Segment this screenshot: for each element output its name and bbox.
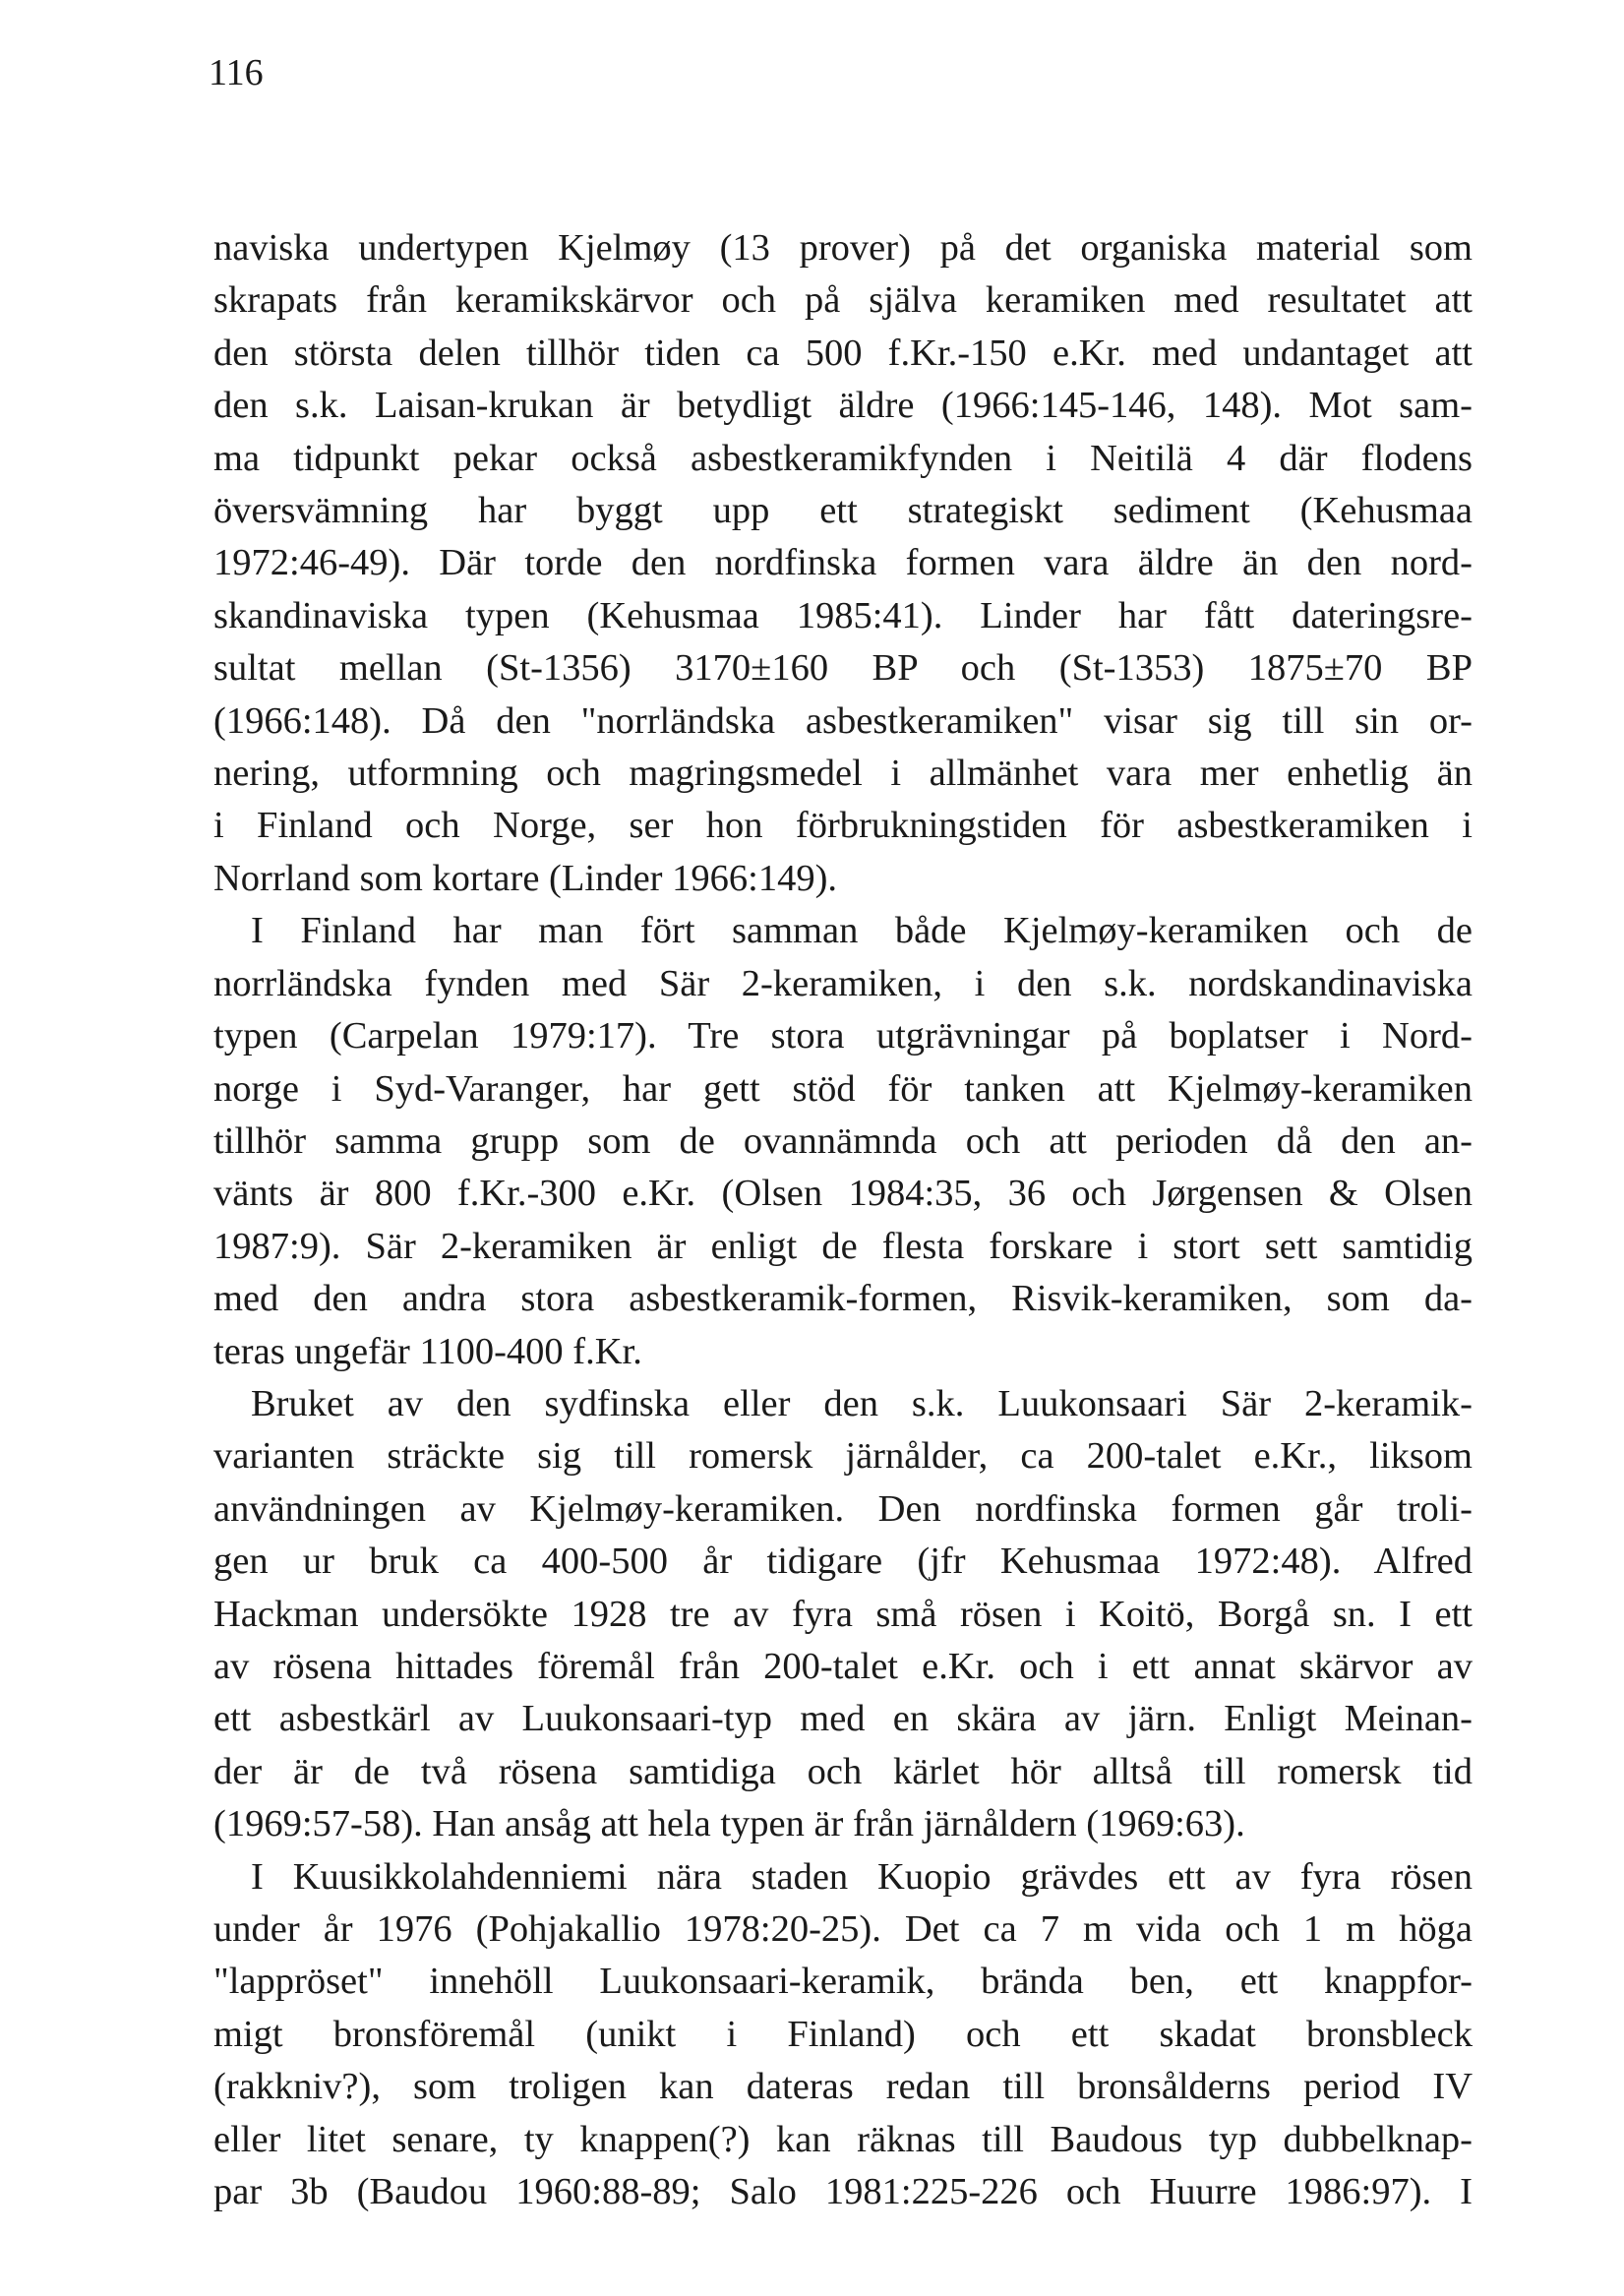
- text-line: den s.k. Laisan-krukan är betydligt äldre (1966:145-146, 148). Mot sam-: [213, 385, 1473, 427]
- text-line: norge i Syd-Varanger, har gett stöd för tanken att Kjelmøy-keramiken: [213, 1067, 1473, 1110]
- text-line: gen ur bruk ca 400-500 år tidigare (jfr Kehusmaa 1972:48). Alfred: [213, 1541, 1473, 1583]
- text-line: (1969:57-58). Han ansåg att hela typen är från järnåldern (1969:63).: [213, 1803, 1245, 1845]
- text-line: skandinaviska typen (Kehusmaa 1985:41). Linder har fått dateringsre-: [213, 594, 1473, 636]
- paragraph: [213, 222, 1473, 905]
- body-text: [213, 222, 1473, 2218]
- text-line: 1987:9). Sär 2-keramiken är enligt de flesta forskare i stort sett samtidig: [213, 1225, 1473, 1267]
- text-line: naviska undertypen Kjelmøy (13 prover) på det organiska material som: [213, 227, 1473, 269]
- text-line: "lappröset" innehöll Luukonsaari-keramik, brända ben, ett knappfor-: [213, 1961, 1473, 2003]
- paragraph: [213, 905, 1473, 1378]
- text-line: par 3b (Baudou 1960:88-89; Salo 1981:225-226 och Huurre 1986:97). I: [213, 2171, 1473, 2213]
- text-line: Hackman undersökte 1928 tre av fyra små rösen i Koitö, Borgå sn. I ett: [213, 1593, 1473, 1635]
- text-line: (1966:148). Då den "norrländska asbestkeramiken" visar sig till sin or-: [213, 699, 1473, 742]
- text-line: 1972:46-49). Där torde den nordfinska formen vara äldre än den nord-: [213, 542, 1473, 584]
- text-line: der är de två rösena samtidiga och kärlet hör alltså till romersk tid: [213, 1750, 1473, 1792]
- text-line: varianten sträckte sig till romersk järnålder, ca 200-talet e.Kr., liksom: [213, 1435, 1473, 1478]
- text-line: användningen av Kjelmøy-keramiken. Den nordfinska formen går troli-: [213, 1487, 1473, 1530]
- paragraph: [213, 1851, 1473, 2219]
- text-line: översvämning har byggt upp ett strategiskt sediment (Kehusmaa: [213, 490, 1473, 532]
- text-line: I Finland har man fört samman både Kjelmøy-keramiken och de: [251, 910, 1473, 952]
- text-line: nering, utformning och magringsmedel i allmänhet vara mer enhetlig än: [213, 753, 1473, 795]
- text-line: vänts är 800 f.Kr.-300 e.Kr. (Olsen 1984:35, 36 och Jørgensen & Olsen: [213, 1173, 1473, 1215]
- text-line: av rösena hittades föremål från 200-talet e.Kr. och i ett annat skärvor av: [213, 1645, 1473, 1687]
- text-line: sultat mellan (St-1356) 3170±160 BP och (St-1353) 1875±70 BP: [213, 647, 1473, 690]
- text-line: eller litet senare, ty knappen(?) kan räknas till Baudous typ dubbelknap-: [213, 2118, 1473, 2160]
- paragraph: [213, 1378, 1473, 1851]
- text-line: norrländska fynden med Sär 2-keramiken, i den s.k. nordskandinaviska: [213, 962, 1473, 1004]
- text-line: tillhör samma grupp som de ovannämnda och att perioden då den an-: [213, 1119, 1473, 1162]
- text-line: ma tidpunkt pekar också asbestkeramikfynden i Neitilä 4 där flodens: [213, 437, 1473, 479]
- text-line: i Finland och Norge, ser hon förbrukningstiden för asbestkeramiken i: [213, 805, 1473, 847]
- text-line: Bruket av den sydfinska eller den s.k. Luukonsaari Sär 2-keramik-: [251, 1382, 1473, 1424]
- text-line: migt bronsföremål (unikt i Finland) och ett skadat bronsbleck: [213, 2013, 1473, 2055]
- text-line: skrapats från keramikskärvor och på själva keramiken med resultatet att: [213, 279, 1473, 322]
- page-number: 116: [209, 52, 264, 93]
- text-line: den största delen tillhör tiden ca 500 f.Kr.-150 e.Kr. med undantaget att: [213, 332, 1473, 374]
- text-line: typen (Carpelan 1979:17). Tre stora utgrävningar på boplatser i Nord-: [213, 1015, 1473, 1057]
- text-line: I Kuusikkolahdenniemi nära staden Kuopio grävdes ett av fyra rösen: [251, 1855, 1473, 1898]
- text-line: med den andra stora asbestkeramik-formen, Risvik-keramiken, som da-: [213, 1278, 1473, 1320]
- text-line: (rakkniv?), som troligen kan dateras redan till bronsålderns period IV: [213, 2066, 1473, 2108]
- text-line: Norrland som kortare (Linder 1966:149).: [213, 857, 838, 899]
- text-line: ett asbestkärl av Luukonsaari-typ med en skära av järn. Enligt Meinan-: [213, 1698, 1473, 1740]
- text-line: teras ungefär 1100-400 f.Kr.: [213, 1330, 642, 1372]
- text-line: under år 1976 (Pohjakallio 1978:20-25). Det ca 7 m vida och 1 m höga: [213, 1908, 1473, 1950]
